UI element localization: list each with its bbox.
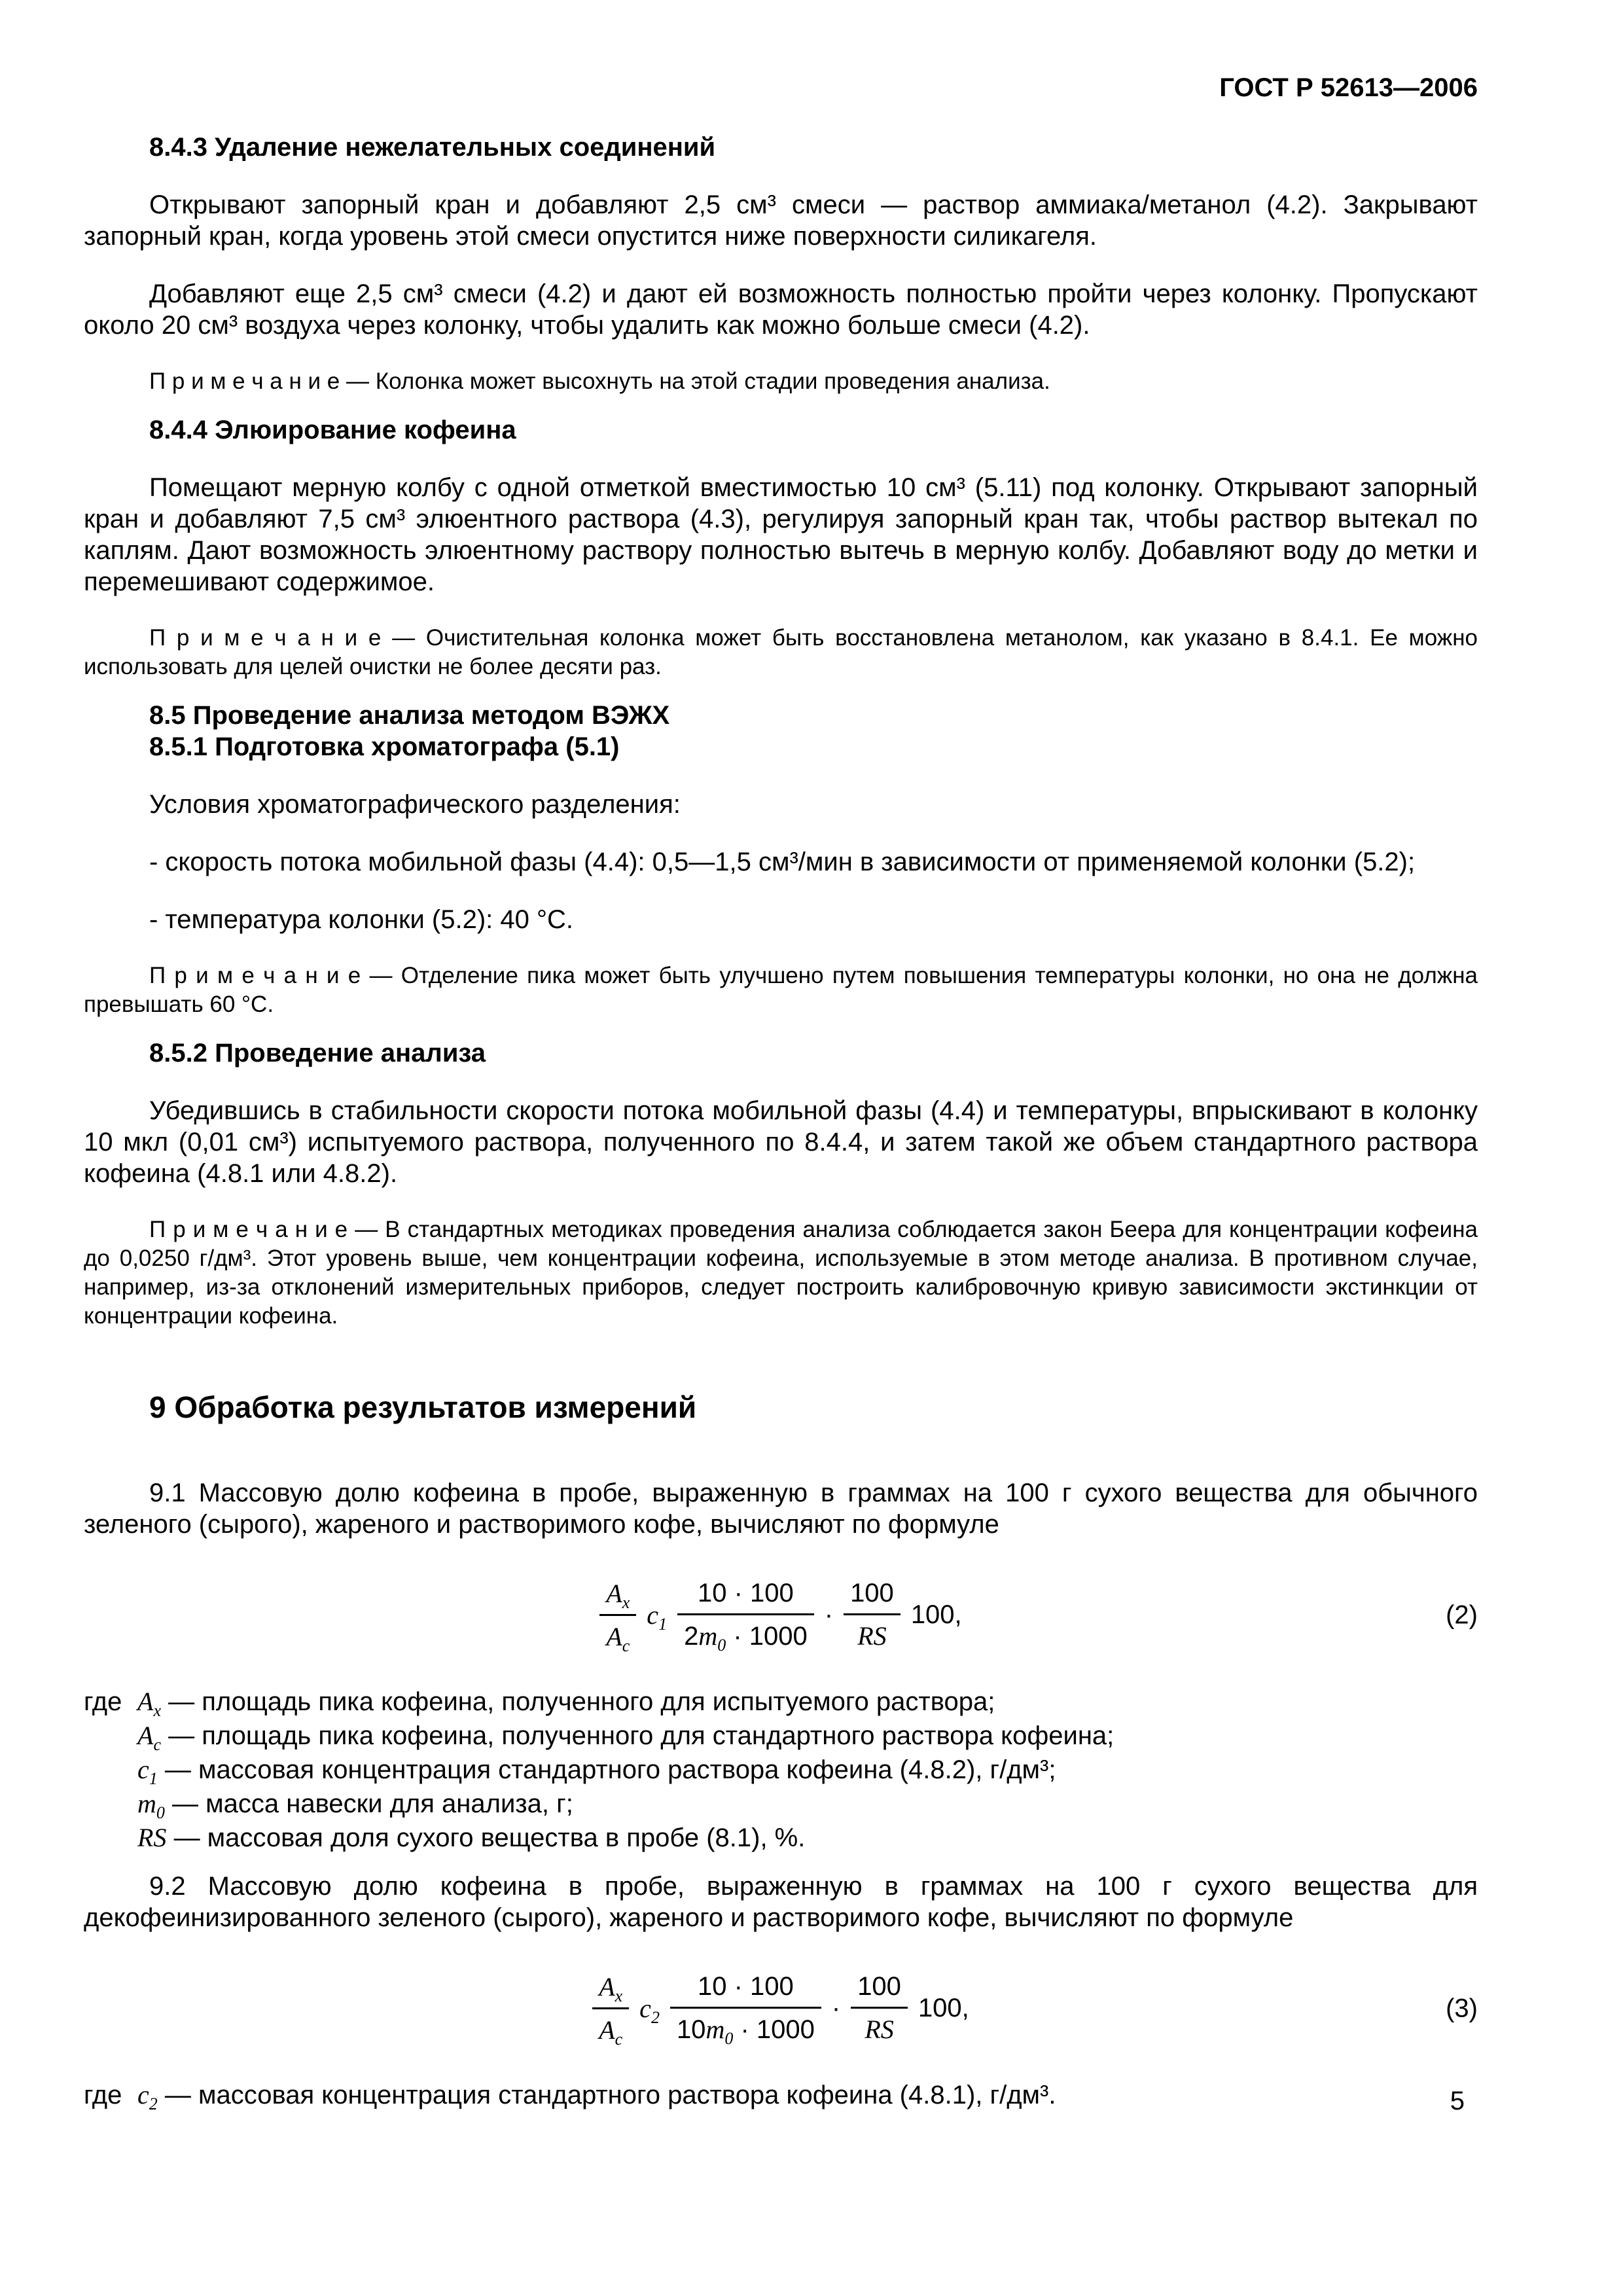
- heading-8-4-3: 8.4.3 Удаление нежелательных соединений: [149, 133, 716, 162]
- heading-8-5: 8.5 Проведение анализа методом ВЭЖХ: [149, 701, 670, 730]
- note-4-prefix: П р и м е ч а н и е: [149, 1217, 348, 1242]
- fraction-dilution-numerator: 10 · 100: [677, 1579, 814, 1615]
- fraction-dry-matter-denominator: RS: [857, 1621, 887, 1651]
- formula-3: [84, 1971, 1478, 2049]
- fraction-dry-matter: [851, 1972, 908, 2045]
- note-2: [84, 624, 1478, 681]
- heading-8-5-1: 8.5.1 Подготовка хроматографа (5.1): [149, 732, 620, 761]
- note-4-text: — В стандартных методиках проведения анализа соблюдается закон Беера для концентрации кофеина до 0,0250 г/дм³. Этот уровень выше, чем концентрации кофеина, используемые в этом методе анализа. В противном случае, например, из-за отклонений измерительных приборов, следует построить калибровочную кривую зависимости экстинкции от концентрации кофеина.: [84, 1217, 1478, 1329]
- where-item-c1: $c_1$ — массовая концентрация стандартного раствора кофеина (4.8.2), г/дм³;: [137, 1755, 1056, 1788]
- formula-2-number: (2): [1446, 1600, 1478, 1629]
- formula-2: [84, 1578, 1478, 1655]
- note-2-text: — Очистительная колонка может быть восстановлена метанолом, как указано в 8.4.1. Ее можно использовать для целей очистки не более десяти раз.: [84, 625, 1478, 679]
- var-c2: $c_2$: [639, 1994, 660, 2027]
- where-prefix: где: [84, 1687, 122, 1716]
- formula-2-tail: 100,: [910, 1600, 962, 1629]
- section-9-title: 9 Обработка результатов измерений: [149, 1390, 697, 1424]
- where-item-Ac: $A_c$ — площадь пика кофеина, полученного для стандартного раствора кофеина;: [137, 1721, 1115, 1754]
- where-item-m0: $m_0$ — масса навески для анализа, г;: [137, 1789, 573, 1822]
- paragraph-8-5-2: Убедившись в стабильности скорости потока мобильной фазы (4.4) и температуры, впрыскивают в колонку 10 мкл (0,01 см³) испытуемого раствора, полученного по 8.4.4, и затем такой же объем стандартного раствора кофеина (4.8.1 или 4.8.2).: [84, 1096, 1478, 1188]
- fraction-ax-ac: $\frac{A_x}{A_c}$: [592, 1971, 629, 2045]
- note-3-text: — Отделение пика может быть улучшено путем повышения температуры колонки, но она не должна превышать 60 °С.: [84, 963, 1478, 1017]
- heading-8-4-4: 8.4.4 Элюирование кофеина: [149, 416, 516, 444]
- note-3-prefix: П р и м е ч а н и е: [149, 963, 361, 988]
- fraction-dry-matter-denominator: RS: [865, 2015, 894, 2044]
- paragraph-8-4-4: Помещают мерную колбу с одной отметкой вместимостью 10 см³ (5.11) под колонку. Открывают запорный кран и добавляют 7,5 см³ элюентного раствора (4.3), регулируя запорный кран так, чтобы раствор вытекал по каплям. Дают возможность элюентному раствору полностью вытечь в мерную колбу. Добавляют воду до метки и перемешивают содержимое.: [84, 473, 1478, 596]
- var-Ac-base: A: [606, 1622, 622, 1651]
- where-prefix: где: [84, 2081, 122, 2109]
- list-item-flow-rate: - скорость потока мобильной фазы (4.4): 0,5—1,5 см³/мин в зависимости от применяемой колонки (5.2);: [149, 848, 1416, 876]
- var-c1: $c_1$: [647, 1600, 668, 1634]
- page-number: 5: [1450, 2087, 1465, 2115]
- paragraph-8-4-3-1: Открывают запорный кран и добавляют 2,5 см³ смеси — раствор аммиака/метанол (4.2). Закрывают запорный кран, когда уровень этой смеси опустится ниже поверхности силикагеля.: [84, 190, 1478, 251]
- fraction-dilution-denominator: $2m_0 \cdot 1000$: [684, 1621, 808, 1655]
- note-1-text: — Колонка может высохнуть на этой стадии проведения анализа.: [346, 368, 1050, 394]
- where-item-Ax: где $A_x$ — площадь пика кофеина, полученного для испытуемого раствора;: [84, 1685, 1478, 1719]
- doc-number: ГОСТ Р 52613—2006: [1219, 73, 1478, 102]
- note-4: [84, 1215, 1478, 1331]
- note-1-prefix: П р и м е ч а н и е: [149, 368, 340, 394]
- fraction-dilution-numerator: 10 · 100: [670, 1972, 821, 2009]
- fraction-dilution: [677, 1579, 814, 1655]
- fraction-dilution-denominator: $10m_0 \cdot 1000$: [676, 2015, 815, 2048]
- note-1: [84, 367, 1478, 396]
- paragraph-8-5-1: Условия хроматографического разделения:: [149, 790, 681, 819]
- fraction-ax-ac: [599, 1578, 636, 1655]
- formula-3-number: (3): [1446, 1994, 1478, 2022]
- multiplication-dot: ·: [824, 1600, 834, 1629]
- paragraph-9-1: 9.1 Массовую долю кофеина в пробе, выраженную в граммах на 100 г сухого вещества для обычного зеленого (сырого), жареного и растворимого кофе, вычисляют по формуле: [84, 1479, 1478, 1539]
- multiplication-dot: ·: [831, 1994, 841, 2022]
- fraction-dry-matter-numerator: 100: [851, 1972, 908, 2009]
- note-3: [84, 961, 1478, 1019]
- where-item-c2: где $c_2$ — массовая концентрация стандартного раствора кофеина (4.8.1), г/дм³.: [84, 2078, 1478, 2112]
- list-item-column-temperature: - температура колонки (5.2): 40 °С.: [149, 905, 573, 934]
- fraction-dry-matter: [844, 1579, 901, 1651]
- paragraph-9-2: 9.2 Массовую долю кофеина в пробе, выраженную в граммах на 100 г сухого вещества для декофеинизированного зеленого (сырого), жареного и растворимого кофе, вычисляют по формуле: [84, 1872, 1478, 1932]
- fraction-dilution: [670, 1972, 821, 2048]
- note-2-prefix: П р и м е ч а н и е: [149, 625, 382, 651]
- formula-3-expression: [587, 1971, 974, 2049]
- formula-2-expression: [594, 1578, 967, 1655]
- heading-8-5-2: 8.5.2 Проведение анализа: [149, 1039, 486, 1067]
- where-list-1: [84, 1685, 1478, 1855]
- var-Ax-sub: x: [622, 1593, 630, 1612]
- var-Ac-sub: c: [622, 1636, 630, 1655]
- formula-3-tail: 100,: [918, 1994, 969, 2022]
- var-Ax-base: A: [606, 1579, 622, 1608]
- where-item-RS: RS — массовая доля сухого вещества в пробе (8.1), %.: [137, 1823, 806, 1852]
- fraction-dry-matter-numerator: 100: [844, 1579, 901, 1615]
- paragraph-8-4-3-2: Добавляют еще 2,5 см³ смеси (4.2) и дают ей возможность полностью пройти через колонку. Пропускают около 20 см³ воздуха через колонку, чтобы удалить как можно больше смеси (4.2).: [84, 279, 1478, 340]
